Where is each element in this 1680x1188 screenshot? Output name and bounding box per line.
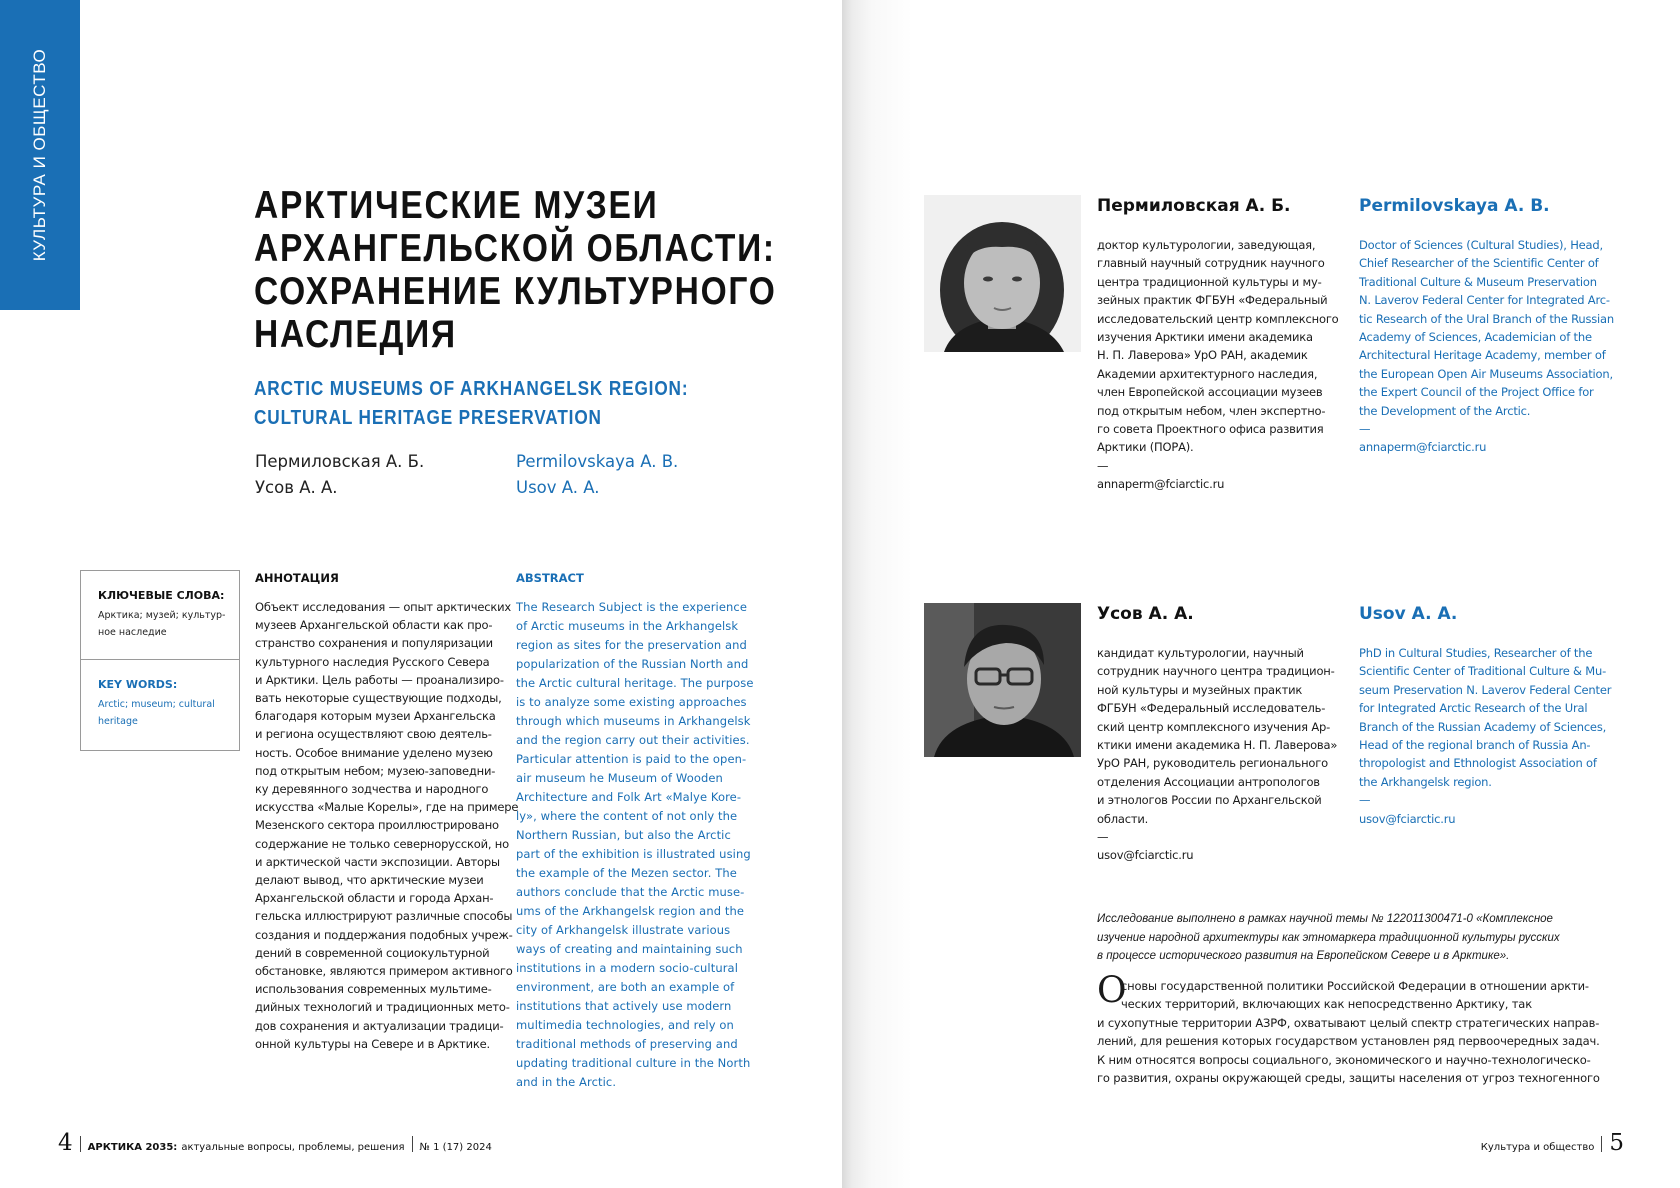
abstract-ru-line: под открытым небом; музею-заповедни-: [255, 763, 496, 778]
funding-line: в процессе исторического развития на Европейском Севере и в Арктике».: [1097, 950, 1510, 962]
author2-bio-ru-line: сотрудник научного центра традицион-: [1097, 664, 1335, 679]
author2-bio-ru-line: и этнологов России по Архангельской: [1097, 793, 1322, 808]
author2-bio-en-line: the Arkhangelsk region.: [1359, 774, 1492, 789]
author2-bio-ru-line: отделения Ассоциации антропологов: [1097, 774, 1320, 789]
abstract-ru-line: странство сохранения и популяризации: [255, 636, 493, 651]
abstract-en-line: updating traditional culture in the North: [516, 1056, 751, 1070]
abstract-en-line: of Arctic museums in the Arkhangelsk: [516, 619, 739, 633]
abstract-ru-line: обстановке, являются примером активного: [255, 964, 513, 979]
abstract-en-line: through which museums in Arkhangelsk: [516, 714, 751, 728]
abstract-en-line: Northern Russian, but also the Arctic: [516, 828, 731, 842]
abstract-ru-line: дений в современной социокультурной: [255, 945, 490, 960]
body-line: К ним относятся вопросы социального, экономического и научно-технологическо-: [1097, 1052, 1591, 1067]
keywords-en-text: Arctic; museum; cultural heritage: [98, 699, 215, 727]
authors-ru: [255, 449, 424, 501]
title-en-line: ARCTIC MUSEUMS OF ARKHANGELSK REGION:: [254, 378, 689, 400]
author2-bio-ru-line: ктики имени академика Н. П. Лаверова»: [1097, 738, 1338, 753]
author2-name-ru: Усов А. А.: [1097, 604, 1194, 624]
abstract-en-line: and in the Arctic.: [516, 1075, 617, 1089]
title-ru-line: АРКТИЧЕСКИЕ МУЗЕИ: [254, 184, 659, 227]
body-line: сновы государственной политики Российской Федерации в отношении аркти-: [1121, 979, 1589, 993]
section-tab: [0, 0, 80, 310]
abstract-ru-line: делают вывод, что арктические музеи: [255, 873, 484, 888]
body-text: [1097, 977, 1600, 1087]
author2-bio-ru-line: области.: [1097, 811, 1149, 826]
footer-section-name: Культура и общество: [1480, 1142, 1595, 1153]
title-ru-line: АРХАНГЕЛЬСКОЙ ОБЛАСТИ:: [254, 227, 776, 270]
author2-bio-en: [1359, 644, 1611, 828]
drop-cap: О: [1097, 970, 1127, 1011]
author1-bio-en-line: tic Research of the Ural Branch of the Russian: [1359, 311, 1614, 326]
author2-bio-ru-line: ский центр комплексного изучения Ар-: [1097, 719, 1331, 734]
abstract-ru-line: ку деревянного зодчества и народного: [255, 782, 489, 797]
body-line: ческих территорий, включающих как непосредственно Арктику, так: [1121, 997, 1532, 1012]
abstract-en-text: [516, 598, 766, 1092]
abstract-en-line: the Arctic cultural heritage. The purpose: [516, 676, 754, 690]
abstract-en-line: environment, are both an example of: [516, 980, 735, 994]
title-ru-line: СОХРАНЕНИЕ КУЛЬТУРНОГО: [254, 270, 777, 313]
author1-bio-en-line: the Development of the Arctic.: [1359, 403, 1531, 418]
author2-bio-ru-line: ной культуры и музейных практик: [1097, 682, 1303, 697]
footer-right: [1481, 1130, 1624, 1156]
author-name-en: Permilovskaya A. B.: [516, 452, 679, 471]
abstract-en-heading: ABSTRACT: [516, 571, 584, 585]
author1-bio-en-line: Doctor of Sciences (Cultural Studies), Head,: [1359, 238, 1603, 252]
abstract-ru-line: искусства «Малые Корелы», где на примере: [255, 800, 519, 815]
author2-bio-en-line: usov@fciarctic.ru: [1359, 811, 1456, 826]
abstract-ru-line: и арктической части экспозиции. Авторы: [255, 854, 500, 869]
footer-left: [58, 1130, 492, 1156]
article-title-en: [254, 375, 688, 433]
abstract-ru-line: культурного наследия Русского Севера: [255, 654, 490, 669]
author2-bio-ru-line: УрО РАН, руководитель регионального: [1097, 756, 1328, 771]
abstract-ru-text: [255, 598, 519, 1053]
abstract-en-line: city of Arkhangelsk illustrate various: [516, 923, 731, 937]
body-line: го развития, охраны окружающей среды, защиты населения от угроз техногенного: [1097, 1071, 1600, 1086]
footer-separator: [80, 1136, 81, 1152]
author1-bio-ru: [1097, 236, 1339, 494]
author1-bio-en-line: the European Open Air Museums Association,: [1359, 366, 1613, 381]
author1-bio-ru-line: зейных практик ФГБУН «Федеральный: [1097, 293, 1328, 308]
author1-bio-en-line: annaperm@fciarctic.ru: [1359, 440, 1487, 455]
abstract-en-line: ums of the Arkhangelsk region and the: [516, 904, 745, 918]
abstract-en-line: ly», where the content of not only the: [516, 809, 738, 823]
abstract-ru-line: Мезенского сектора проиллюстрировано: [255, 818, 499, 833]
page-number: 4: [58, 1130, 73, 1156]
funding-line: изучение народной архитектуры как этномаркера традиционной культуры русских: [1097, 931, 1560, 944]
abstract-en-line: institutions that actively use modern: [516, 999, 732, 1013]
abstract-en-line: popularization of the Russian North and: [516, 657, 749, 671]
keywords-ru-text: Арктика; музей; культур-ное наследие: [98, 610, 226, 638]
author2-bio-ru-line: —: [1097, 830, 1109, 845]
author2-bio-en-line: Branch of the Russian Academy of Sciences,: [1359, 719, 1607, 734]
author1-bio-ru-line: Академии архитектурного наследия,: [1097, 366, 1318, 381]
author1-photo: [924, 195, 1081, 352]
portrait-photo-icon: [924, 603, 1081, 757]
abstract-en-line: multimedia technologies, and rely on: [516, 1018, 734, 1032]
abstract-en-line: Architecture and Folk Art «Malye Kore-: [516, 790, 742, 804]
author2-bio-ru-line: кандидат культурологии, научный: [1097, 646, 1304, 660]
page-number: 5: [1609, 1130, 1624, 1156]
author1-bio-en-line: the Expert Council of the Project Office for: [1359, 385, 1594, 400]
abstract-ru-line: дов сохранения и актуализации традици-: [255, 1018, 504, 1033]
abstract-en-line: air museum he Museum of Wooden: [516, 771, 723, 785]
author1-bio-en-line: Academy of Sciences, Academician of the: [1359, 330, 1592, 345]
keywords-en-heading: KEY WORDS:: [98, 678, 178, 691]
keywords-divider: [81, 659, 239, 660]
abstract-en-line: traditional methods of preserving and: [516, 1037, 738, 1051]
abstract-en-line: Particular attention is paid to the open-: [516, 752, 747, 766]
author2-bio-en-line: PhD in Cultural Studies, Researcher of the: [1359, 646, 1593, 660]
author-name-en: Usov A. A.: [516, 478, 600, 497]
author2-bio-ru-line: usov@fciarctic.ru: [1097, 848, 1194, 863]
abstract-en-line: ways of creating and maintaining such: [516, 942, 743, 956]
abstract-en-line: The Research Subject is the experience: [516, 600, 748, 614]
abstract-ru-line: создания и поддержания подобных учреж-: [255, 927, 513, 942]
journal-subtitle: актуальные вопросы, проблемы, решения: [181, 1142, 405, 1153]
abstract-ru-line: благодаря которым музеи Архангельска: [255, 709, 496, 724]
author2-bio-ru: [1097, 644, 1337, 865]
footer-separator: [1601, 1136, 1602, 1152]
authors-en: [516, 449, 678, 501]
author1-bio-en-line: N. Laverov Federal Center for Integrated Arc-: [1359, 293, 1610, 308]
author2-bio-en-line: seum Preservation N. Laverov Federal Center: [1359, 682, 1612, 697]
author1-bio-ru-line: Арктики (ПОРА).: [1097, 440, 1194, 455]
abstract-en-line: region as sites for the preservation and: [516, 638, 747, 652]
author1-name-ru: Пермиловская А. Б.: [1097, 196, 1291, 216]
author2-bio-en-line: —: [1359, 793, 1371, 808]
title-ru-line: НАСЛЕДИЯ: [254, 313, 457, 356]
author1-bio-ru-line: под открытым небом, член экспертно-: [1097, 403, 1326, 418]
author2-bio-en-line: Scientific Center of Traditional Culture & Mu-: [1359, 664, 1607, 679]
author2-name-en: Usov A. A.: [1359, 604, 1458, 624]
author-name-ru: Усов А. А.: [255, 478, 338, 497]
author1-bio-ru-line: исследовательский центр комплексного: [1097, 311, 1339, 326]
section-tab-label: КУЛЬТУРА И ОБЩЕСТВО: [30, 48, 49, 262]
abstract-ru-line: использования современных мультиме-: [255, 982, 492, 997]
author1-bio-en-line: —: [1359, 422, 1371, 437]
keywords-box: [80, 570, 240, 751]
abstract-ru-line: музеев Архангельской области как про-: [255, 618, 493, 633]
author1-bio-ru-line: член Европейской ассоциации музеев: [1097, 385, 1323, 400]
funding-line: Исследование выполнено в рамках научной темы № 122011300471-0 «Комплексное: [1097, 913, 1553, 925]
author1-bio-ru-line: центра традиционной культуры и му-: [1097, 274, 1322, 289]
abstract-en-line: institutions in a modern socio-cultural: [516, 961, 738, 975]
author2-bio-en-line: for Integrated Arctic Research of the Ural: [1359, 701, 1588, 716]
author1-bio-ru-line: Н. П. Лаверова» УрО РАН, академик: [1097, 348, 1308, 363]
author1-bio-en-line: Chief Researcher of the Scientific Center of: [1359, 256, 1599, 271]
abstract-ru-line: гельска иллюстрируют различные способы: [255, 909, 513, 924]
abstract-ru-line: ность. Особое внимание уделено музею: [255, 745, 493, 760]
abstract-en-line: the example of the Mezen sector. The: [516, 866, 737, 880]
author1-name-en: Permilovskaya A. B.: [1359, 196, 1550, 216]
author-name-ru: Пермиловская А. Б.: [255, 452, 425, 471]
journal-issue: № 1 (17) 2024: [419, 1142, 492, 1153]
portrait-photo-icon: [924, 195, 1081, 352]
abstract-ru-line: содержание не только севернорусской, но: [255, 836, 509, 851]
keywords-ru-heading: КЛЮЧЕВЫЕ СЛОВА:: [98, 589, 225, 602]
abstract-ru-line: и Арктики. Цель работы — проанализиро-: [255, 672, 504, 687]
abstract-en-line: is to analyze some existing approaches: [516, 695, 747, 709]
abstract-ru-line: дийных технологий и традиционных мето-: [255, 1000, 510, 1015]
abstract-ru-line: и региона осуществляют свою деятель-: [255, 727, 492, 742]
body-line: и сухопутные территории АЗРФ, охватывают целый спектр стратегических направ-: [1097, 1015, 1600, 1030]
author1-bio-ru-line: annaperm@fciarctic.ru: [1097, 477, 1225, 492]
author1-bio-ru-line: —: [1097, 458, 1109, 473]
abstract-ru-line: Объект исследования — опыт арктических: [255, 600, 511, 614]
author1-bio-ru-line: го совета Проектного офиса развития: [1097, 422, 1324, 437]
footer-separator: [412, 1136, 413, 1152]
article-title-ru: [254, 184, 777, 356]
author1-bio-en-line: Traditional Culture & Museum Preservation: [1359, 274, 1597, 289]
author2-bio-en-line: Head of the regional branch of Russia An-: [1359, 738, 1591, 753]
author1-bio-en-line: Architectural Heritage Academy, member of: [1359, 348, 1606, 363]
author2-bio-en-line: thropologist and Ethnologist Association of: [1359, 756, 1597, 771]
abstract-en-line: authors conclude that the Arctic muse-: [516, 885, 745, 899]
author1-bio-en: [1359, 236, 1614, 457]
author1-bio-ru-line: изучения Арктики имени академика: [1097, 330, 1313, 345]
body-line: лений, для решения которых государством установлен ряд первоочередных задач.: [1097, 1034, 1600, 1049]
author1-bio-ru-line: главный научный сотрудник научного: [1097, 256, 1325, 271]
abstract-ru-line: Архангельской области и города Архан-: [255, 891, 494, 906]
abstract-ru-heading: АННОТАЦИЯ: [255, 571, 339, 585]
abstract-en-line: part of the exhibition is illustrated using: [516, 847, 751, 861]
abstract-ru-line: онной культуры на Севере и в Арктике.: [255, 1036, 490, 1051]
funding-note: [1097, 910, 1560, 966]
author1-bio-ru-line: доктор культурологии, заведующая,: [1097, 238, 1316, 252]
author2-photo: [924, 603, 1081, 757]
abstract-en-line: and the region carry out their activities.: [516, 733, 750, 747]
abstract-ru-line: вать некоторые существующие подходы,: [255, 691, 502, 706]
title-en-line: CULTURAL HERITAGE PRESERVATION: [254, 407, 602, 429]
author2-bio-ru-line: ФГБУН «Федеральный исследователь-: [1097, 701, 1326, 716]
journal-name: АРКТИКА 2035:: [87, 1142, 178, 1153]
